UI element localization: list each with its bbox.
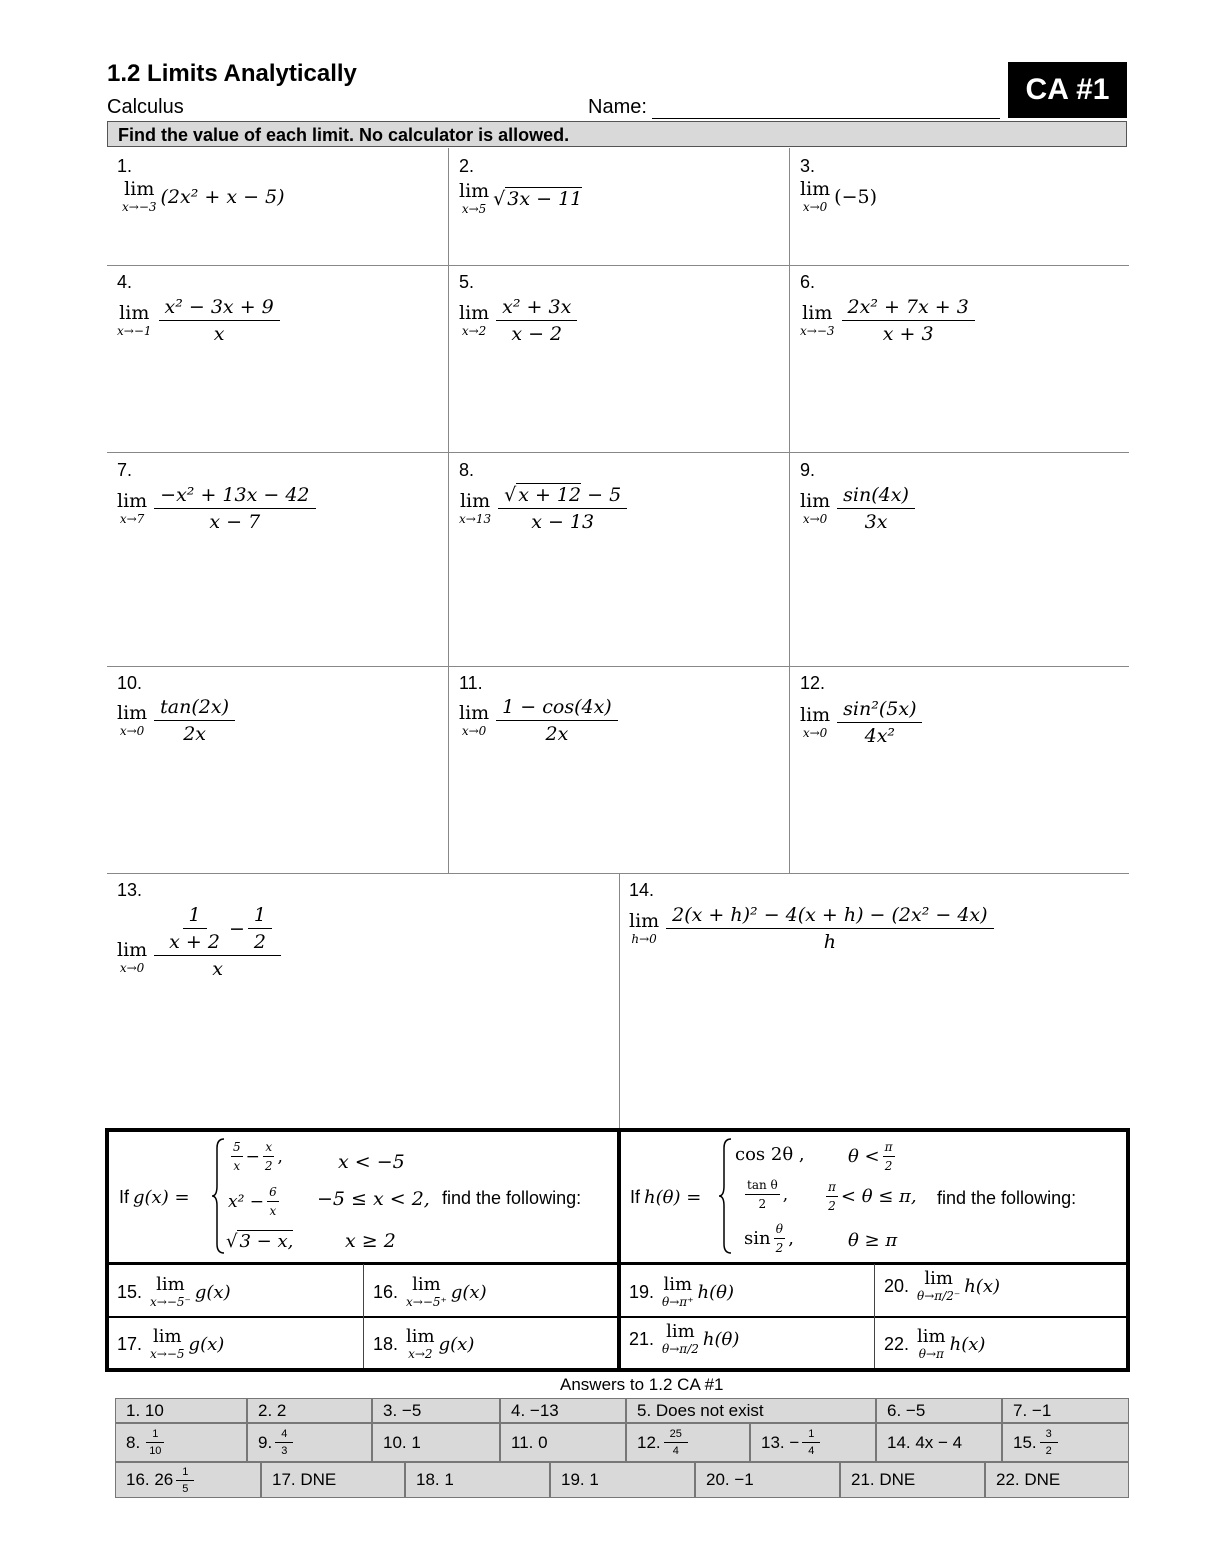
g-condition-2: −5 ≤ x < 2, [317,1188,430,1210]
answer-cell: 9. $\frac{4}{3}$ [247,1423,372,1462]
problem-14-expression: lim h→0 $\frac{\text{2(x + h)² − 4(x + h) − (2x² − 4x)}}{h}$ [629,904,997,953]
answer-cell: 1. 10 [115,1398,247,1423]
answer-cell: 13. − $\frac{1}{4}$ [750,1423,876,1462]
problem-7-expression: lim x→7 $\frac{\text{−x² + 13x − 42}}{x - 7}$ [117,484,319,533]
answer-cell: 17. DNE [261,1462,405,1498]
question-20: 20. lim θ→π/2⁻ h(x) [884,1268,1001,1303]
problem-number: 5. [459,272,475,292]
problem-8-expression: lim x→13 $\frac{√ x + 12 - 5}{x - 13}$ [459,484,630,533]
answer-cell: 12. $\frac{25}{4}$ [626,1423,750,1462]
divider [789,148,790,873]
answer-cell: 21. DNE [840,1462,985,1498]
problem-4-expression: lim x→−1 $\frac{\text{x² − 3x + 9}}{x}$ [117,296,283,345]
answer-cell: 15. $\frac{3}{2}$ [1002,1423,1129,1462]
problem-6-expression: lim x→−3 $\frac{\text{2x² + 7x + 3}}{x + 3}$ [800,296,978,345]
problem-5-expression: lim x→2 $\frac{\text{x² + 3x}}{x - 2}$ [459,296,580,345]
problem-11-expression: lim x→0 $\frac{1 - \cos(4x)}{2x}$ [459,696,621,745]
h-condition-3: θ ≥ π [848,1230,898,1251]
problem-3-expression: lim x→0 (−5) [800,178,878,214]
problem-12-expression: lim x→0 $\frac{\text{sin²(5x)}}{\text{4x²}}$ [800,698,925,747]
divider [448,148,449,873]
name-field[interactable] [652,118,1000,119]
divider [107,666,1129,667]
g-case-3: √ 3 − x, [226,1230,294,1252]
question-16: 16. lim x→−5⁺ g(x) [373,1274,487,1309]
brace-icon [211,1138,225,1254]
divider [107,873,1129,874]
problem-number: 9. [800,460,816,480]
question-22: 22. lim θ→π h(x) [884,1326,986,1361]
answer-cell: 3. −5 [372,1398,500,1423]
divider [619,873,620,1130]
subject-label: Calculus [107,96,184,118]
answer-cell: 20. −1 [695,1462,840,1498]
h-instruction: find the following: [937,1188,1077,1208]
problem-number: 10. [117,673,143,693]
problem-number: 1. [117,156,133,176]
answer-cell: 2. 2 [247,1398,372,1423]
question-18: 18. lim x→2 g(x) [373,1326,475,1361]
h-definition-label: If h(θ) = [630,1187,702,1208]
h-condition-1: θ < $\frac{\pi}{2}$ [848,1140,893,1173]
answer-cell: 8. $\frac{1}{10}$ [115,1423,247,1462]
question-19: 19. lim θ→π⁺ h(θ) [629,1274,735,1309]
problem-number: 2. [459,156,475,176]
problem-10-expression: lim x→0 $\frac{\tan(2x)}{2x}$ [117,696,238,745]
brace-icon [718,1138,732,1254]
answer-cell: 14. 4x − 4 [876,1423,1002,1462]
h-condition-2: $\frac{\pi}{2}$ < θ ≤ π, [828,1180,917,1213]
divider [107,452,1129,453]
answer-cell: 10. 1 [372,1423,500,1462]
assignment-badge: CA #1 [1008,62,1127,118]
problem-number: 13. [117,880,143,900]
problem-number: 7. [117,460,133,480]
g-instruction: find the following: [442,1188,582,1208]
worksheet-title: 1.2 Limits Analytically [107,60,357,87]
problem-1-expression: lim x→−3 (2x² + x − 5) [122,178,285,214]
divider [107,1316,1128,1318]
answer-cell: 19. 1 [550,1462,695,1498]
h-case-3: sin $\frac{\theta}{2}$ , [744,1222,794,1255]
problem-number: 6. [800,272,816,292]
question-17: 17. lim x→−5 g(x) [117,1326,225,1361]
question-15: 15. lim x→−5⁻ g(x) [117,1274,231,1309]
h-case-2: $\frac{\text{tan θ}}{2}$ , [747,1178,789,1211]
answer-cell: 18. 1 [405,1462,550,1498]
name-label: Name: [588,96,647,118]
question-21: 21. lim θ→π/2 h(θ) [629,1321,740,1356]
problem-2-expression: lim x→5 √ 3x − 11 [459,180,583,216]
answer-cell: 6. −5 [876,1398,1002,1423]
g-case-1: $\frac{5}{x}$ − $\frac{x}{2}$ , [233,1140,283,1173]
g-case-2: x² − $\frac{6}{x}$ [228,1185,277,1218]
divider [107,265,1129,266]
instructions-bar: Find the value of each limit. No calculator is allowed. [107,121,1127,147]
g-condition-1: x < −5 [338,1151,405,1173]
answer-cell: 11. 0 [500,1423,626,1462]
h-case-1: cos 2θ , [735,1144,805,1165]
problem-number: 12. [800,673,826,693]
answer-cell: 7. −1 [1002,1398,1129,1423]
answer-cell: 22. DNE [985,1462,1129,1498]
answer-cell: 16. 26 $\frac{1}{5}$ [115,1462,261,1498]
divider [874,1264,875,1368]
divider [107,1262,1128,1265]
g-condition-3: x ≥ 2 [345,1230,396,1252]
problem-number: 3. [800,156,816,176]
answers-title: Answers to 1.2 CA #1 [560,1375,724,1394]
divider [363,1264,364,1368]
divider [617,1130,621,1370]
g-definition-label: If g(x) = [119,1187,190,1208]
problem-number: 14. [629,880,655,900]
problem-number: 4. [117,272,133,292]
problem-number: 8. [459,460,475,480]
answer-cell: 4. −13 [500,1398,626,1423]
problem-13-expression: lim x→0 $\frac{1}{x + 2}$ − $\frac{1}{2}$ x [117,904,284,980]
problem-number: 11. [459,673,483,693]
problem-9-expression: lim x→0 $\frac{\sin(4x)}{3x}$ [800,484,918,533]
answer-cell: 5. Does not exist [626,1398,876,1423]
